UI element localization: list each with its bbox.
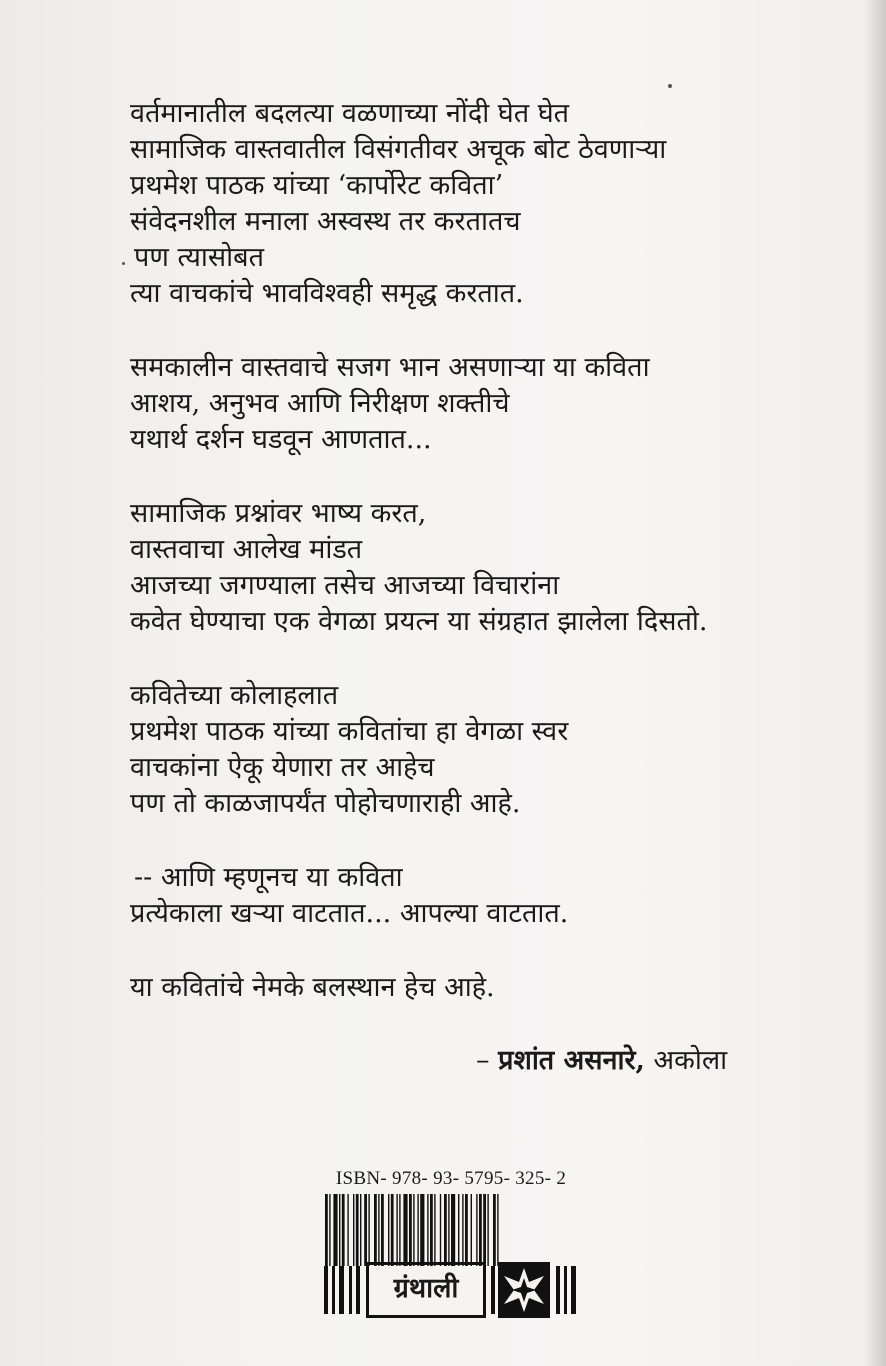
blurb-line: पण तो काळजापर्यंत पोहोचणाराही आहे.	[130, 788, 521, 819]
barcode-icon	[323, 1194, 579, 1266]
publisher-bars-right-icon	[554, 1266, 578, 1314]
stanza-2	[130, 350, 830, 458]
blurb-line: वास्तवाचा आलेख मांडत	[130, 534, 363, 565]
signature-dash: –	[476, 1045, 499, 1076]
blurb-line: वाचकांना ऐकू येणारा तर आहेच	[130, 752, 435, 783]
blurb-line: वर्तमानातील बदलत्या वळणाच्या नोंदी घेत घेत	[130, 98, 570, 129]
blurb-line: प्रथमेश पाठक यांच्या कवितांचा हा वेगळा स्वर	[130, 716, 569, 747]
print-speck	[122, 262, 125, 265]
blurb-line: प्रथमेश पाठक यांच्या ‘कार्पोरेट कविता’	[130, 170, 504, 201]
blurb-line: संवेदनशील मनाला अस्वस्थ तर करतातच	[130, 206, 521, 237]
print-speck	[668, 84, 672, 88]
blurb-line: पण त्यासोबत	[134, 242, 264, 273]
blurb-line: त्या वाचकांचे भावविश्वही समृद्ध करतात.	[130, 278, 524, 309]
cover-edge-shadow	[864, 0, 886, 1366]
blurb-line: -- आणि म्हणूनच या कविता	[134, 862, 403, 893]
signature-name: प्रशांत असनारे,	[498, 1045, 645, 1076]
publisher-bars-left-icon	[322, 1266, 362, 1314]
blurb-line: यथार्थ दर्शन घडवून आणतात...	[130, 424, 432, 455]
publisher-name: ग्रंथाली	[366, 1262, 486, 1318]
blurb-line: समकालीन वास्तवाचे सजग भान असणाऱ्या या कविता	[130, 352, 650, 383]
blurb-line: सामाजिक प्रश्नांवर भाष्य करत,	[130, 498, 427, 529]
signature	[476, 1043, 727, 1079]
blurb-text	[130, 96, 830, 1044]
stanza-4	[130, 678, 830, 822]
star-cross-logo-icon	[498, 1262, 550, 1318]
stanza-6	[130, 970, 830, 1006]
signature-place: अकोला	[644, 1045, 728, 1076]
isbn-text: ISBN- 978- 93- 5795- 325- 2	[335, 1168, 567, 1189]
blurb-line: कवेत घेण्याचा एक वेगळा प्रयत्न या संग्रहात झालेला दिसतो.	[130, 606, 708, 637]
stanza-3	[130, 496, 830, 640]
publisher-bar-divider-icon	[488, 1266, 498, 1314]
stanza-1	[130, 96, 830, 312]
isbn-barcode	[323, 1168, 579, 1266]
blurb-line: या कवितांचे नेमके बलस्थान हेच आहे.	[130, 972, 495, 1003]
blurb-line: प्रत्येकाला खऱ्या वाटतात... आपल्या वाटतात.	[130, 898, 569, 929]
blurb-line: आजच्या जगण्याला तसेच आजच्या विचारांना	[130, 570, 560, 601]
blurb-line: आशय, अनुभव आणि निरीक्षण शक्तीचे	[130, 388, 510, 419]
publisher-mark	[322, 1262, 578, 1318]
blurb-line: सामाजिक वास्तवातील विसंगतीवर अचूक बोट ठेवणाऱ्या	[130, 134, 667, 165]
stanza-5	[130, 860, 830, 932]
blurb-line: कवितेच्या कोलाहलात	[130, 680, 339, 711]
